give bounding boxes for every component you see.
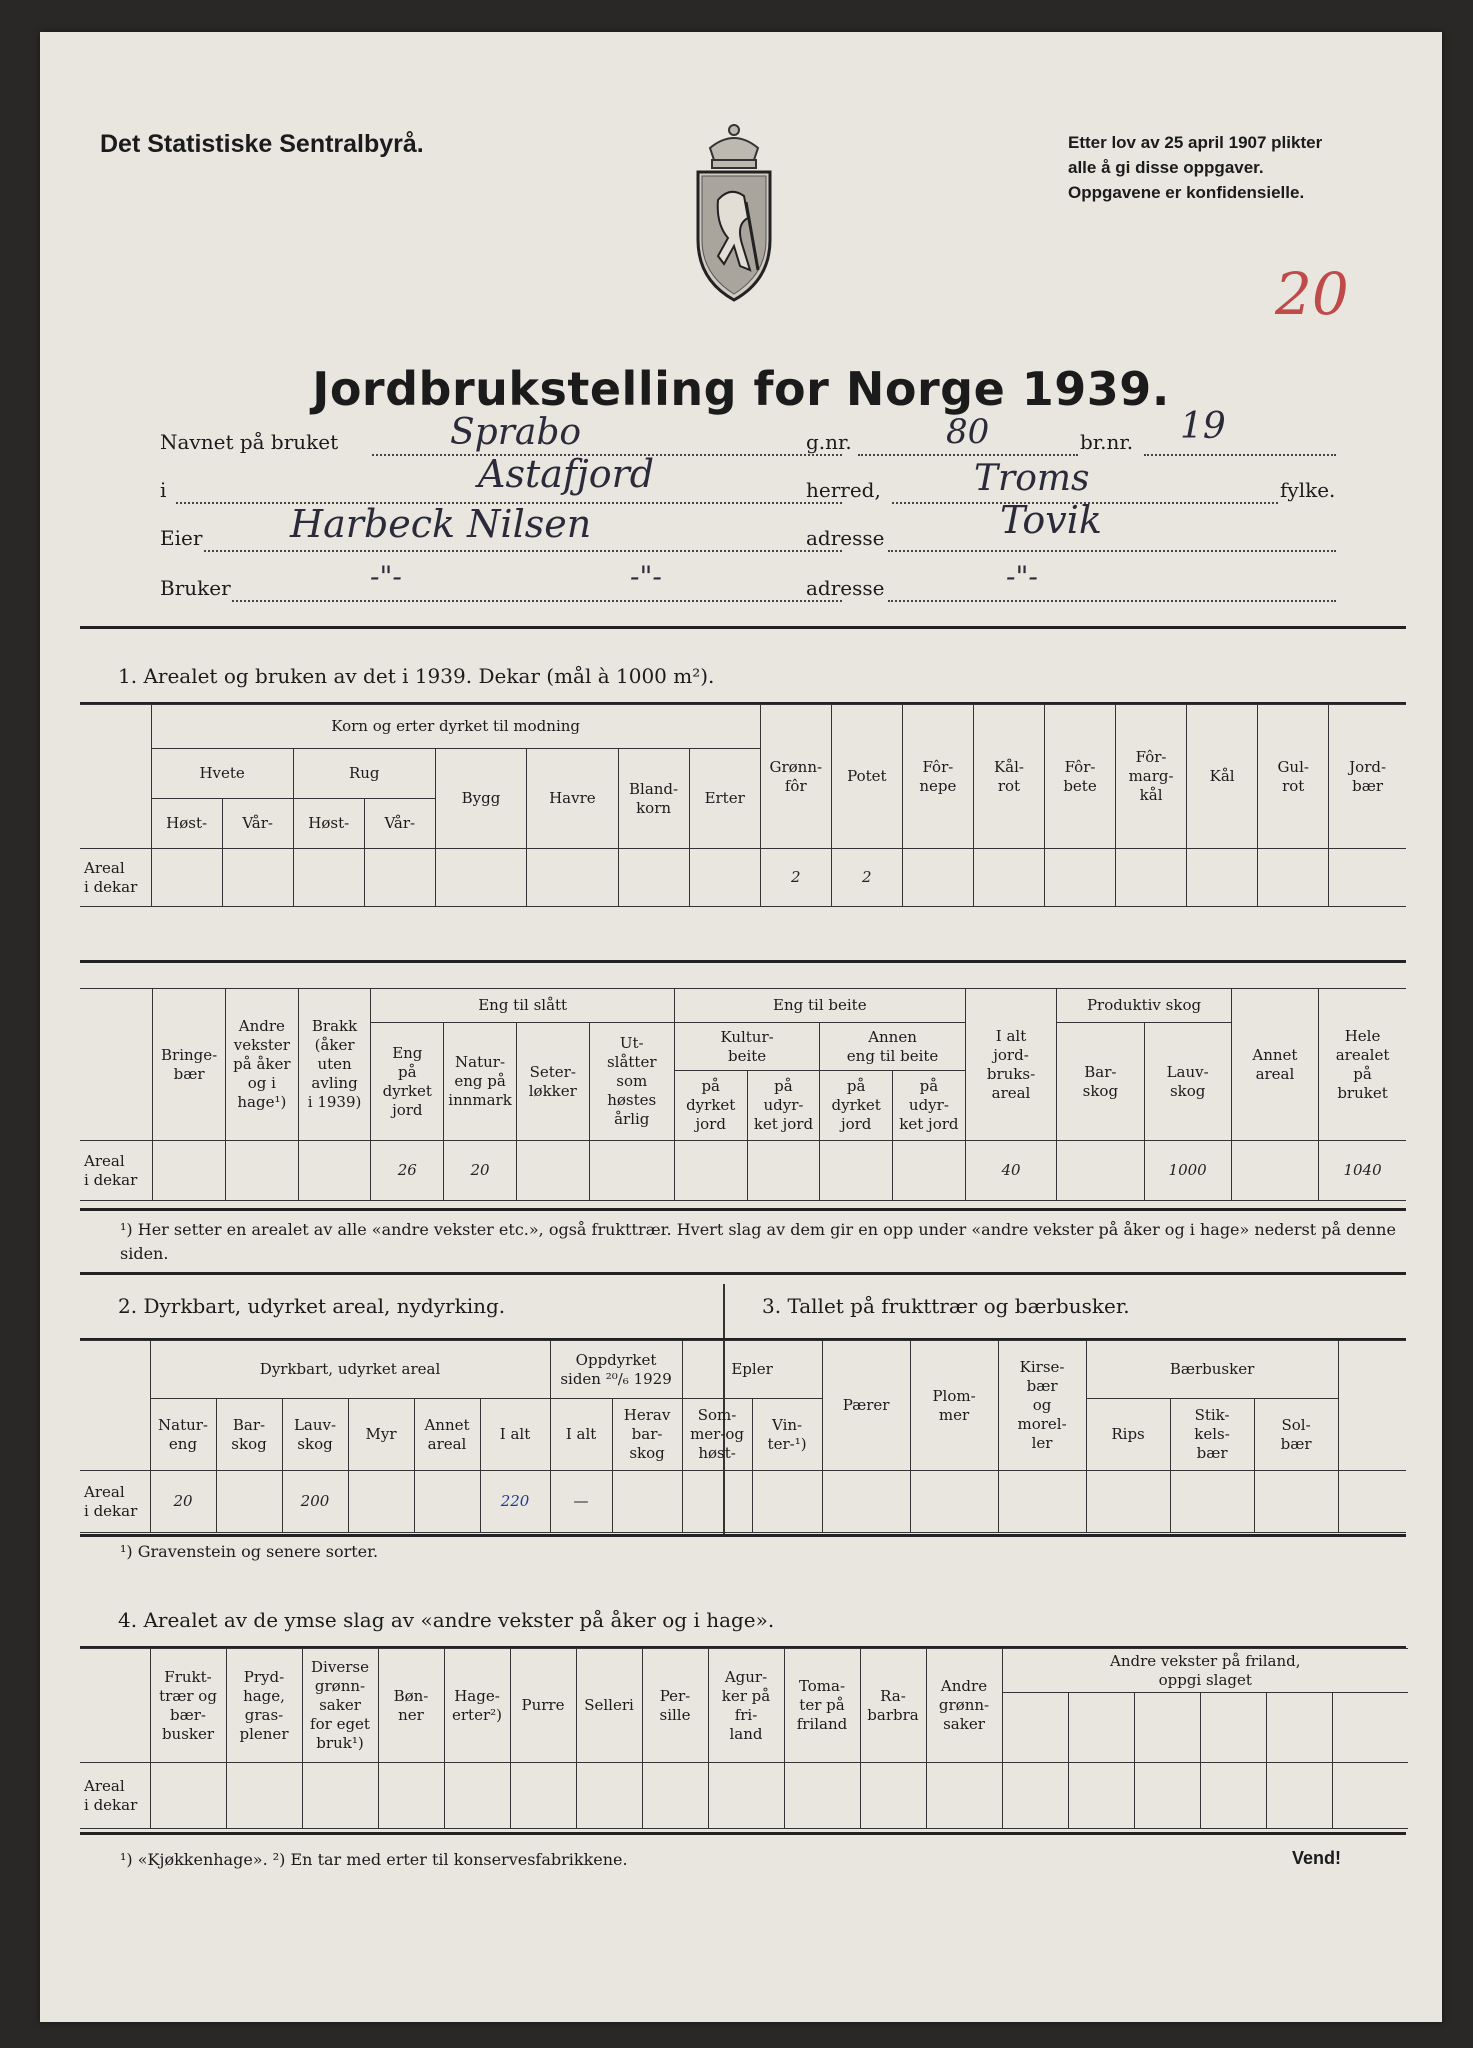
col-andre-vekster: Andre vekster på åker og i hage¹) (225, 989, 298, 1141)
col-barskog: Bar- skog (216, 1399, 282, 1471)
value-i-alt: 220 (480, 1471, 550, 1533)
col-annet-areal: Annet areal (1231, 989, 1318, 1141)
col-jordbaer: Jord- bær (1329, 705, 1406, 849)
row-label: Areal i dekar (80, 1471, 150, 1533)
fylke-value: Troms (974, 458, 1090, 499)
col-kalrot: Kål- rot (973, 705, 1044, 849)
eng-til-beite-header: Eng til beite (674, 989, 965, 1023)
bureau-name: Det Statistiske Sentralbyrå. (100, 130, 424, 158)
col-i-alt: I alt (480, 1399, 550, 1471)
epler-header: Epler (682, 1341, 822, 1399)
col-lauvskog: Lauv- skog (1144, 1023, 1231, 1141)
value-hele: 1040 (1319, 1141, 1406, 1201)
value-gronnfor: 2 (760, 849, 831, 907)
eier-label: Eier (160, 526, 203, 550)
value-i-alt: 40 (965, 1141, 1056, 1201)
section-3-heading: 3. Tallet på frukttrær og bærbusker. (762, 1294, 1130, 1318)
row-label: Areal i dekar (80, 849, 151, 907)
footnote-1: ¹) Her setter en arealet av alle «andre vekster etc.», også frukttrær. Hvert slag av dem gir en opp under «andre vekster på åker og i hage» nederst på denne siden. (120, 1220, 1396, 1263)
herred-value: Astafjord (478, 452, 655, 496)
col-forbete: Fôr- bete (1044, 705, 1115, 849)
norway-coat-of-arms-icon (688, 120, 780, 304)
i-label: i (160, 478, 167, 502)
notice-line-2: alle å gi disse oppgaver. (1068, 158, 1264, 177)
value-lauvskog: 200 (282, 1471, 348, 1533)
value-potet: 2 (831, 849, 902, 907)
fylke-label: fylke. (1280, 478, 1336, 502)
section-4-table (80, 1648, 1408, 1829)
col-sommer-host: Som- mer-og høst- (682, 1399, 752, 1471)
col-annet-areal: Annet areal (414, 1399, 480, 1471)
bruker-label: Bruker (160, 576, 231, 600)
col-diverse-gronnsaker: Diverse grønn- saker for eget bruk¹) (302, 1649, 378, 1763)
col-rips: Rips (1086, 1399, 1170, 1471)
col-tomater: Toma- ter på friland (784, 1649, 860, 1763)
col-utslatter: Ut- slåtter som høstes årlig (589, 1023, 674, 1141)
col-naturneng: Natur- eng (150, 1399, 216, 1471)
eng-til-slatt-header: Eng til slått (371, 989, 674, 1023)
row-label: Areal i dekar (80, 1141, 153, 1201)
section-2-heading: 2. Dyrkbart, udyrket areal, nydyrking. (118, 1294, 506, 1318)
col-andre-gronnsaker: Andre grønn- saker (926, 1649, 1002, 1763)
col-havre: Havre (527, 749, 618, 849)
value-naturneng: 20 (444, 1141, 517, 1201)
col-annen-udyrket: på udyr- ket jord (893, 1071, 966, 1141)
col-hele-arealet: Hele arealet på bruket (1319, 989, 1406, 1141)
col-fornepe: Fôr- nepe (902, 705, 973, 849)
section-1-table-crops (80, 704, 1406, 907)
col-hvete-var: Vår- (222, 799, 293, 849)
col-rabarbra: Ra- barbra (860, 1649, 926, 1763)
col-seterlokker: Seter- løkker (516, 1023, 589, 1141)
col-solbaer: Sol- bær (1254, 1399, 1338, 1471)
bruker-adresse-label: adresse (806, 576, 885, 600)
col-kultur-dyrket: på dyrket jord (674, 1071, 747, 1141)
col-brakk: Brakk (åker uten avling i 1939) (298, 989, 371, 1141)
col-bringebaer: Bringe- bær (153, 989, 226, 1141)
col-gulrot: Gul- rot (1258, 705, 1329, 849)
page-number: 20 (1275, 260, 1349, 328)
notice-line-1: Etter lov av 25 april 1907 plikter (1068, 133, 1323, 152)
col-kal: Kål (1187, 705, 1258, 849)
value-lauvskog: 1000 (1144, 1141, 1231, 1201)
gnr-label: g.nr. (806, 430, 852, 454)
legal-notice (1068, 130, 1322, 205)
col-rug-host: Høst- (293, 799, 364, 849)
col-plommer: Plom- mer (910, 1341, 998, 1471)
col-gronnfor: Grønn- fôr (760, 705, 831, 849)
col-kirsebaer: Kirse- bær og morel- ler (998, 1341, 1086, 1471)
andre-vekster-friland-header: Andre vekster på friland, oppgi slaget (1002, 1649, 1408, 1693)
bruker-adresse-value: -"- (1006, 560, 1038, 593)
col-hvete: Hvete (151, 749, 293, 799)
turn-over-note: Vend! (1292, 1848, 1342, 1868)
col-kultur-udyrket: på udyr- ket jord (747, 1071, 820, 1141)
col-selleri: Selleri (576, 1649, 642, 1763)
col-bygg: Bygg (435, 749, 526, 849)
kulturbeite-header: Kultur- beite (674, 1023, 819, 1071)
col-bonner: Bøn- ner (378, 1649, 444, 1763)
footnote-2: ¹) Gravenstein og senere sorter. (120, 1542, 379, 1561)
annen-eng-header: Annen eng til beite (820, 1023, 965, 1071)
col-lauvskog: Lauv- skog (282, 1399, 348, 1471)
section-1-table-land (80, 988, 1406, 1201)
col-hvete-host: Høst- (151, 799, 222, 849)
col-herav-barskog: Herav bar- skog (612, 1399, 682, 1471)
col-persille: Per- sille (642, 1649, 708, 1763)
brnr-value: 19 (1180, 406, 1226, 447)
farm-name-value: Sprabo (450, 412, 582, 453)
form-sheet (40, 32, 1442, 2022)
herred-label: herred, (806, 478, 881, 502)
col-rug: Rug (293, 749, 435, 799)
col-agurker: Agur- ker på fri- land (708, 1649, 784, 1763)
col-rug-var: Vår- (364, 799, 435, 849)
section-2-3-table (80, 1340, 1406, 1533)
dyrkbart-header: Dyrkbart, udyrket areal (150, 1341, 550, 1399)
korn-header: Korn og erter dyrket til modning (151, 705, 760, 749)
value-oppdyrket-i-alt: — (550, 1471, 612, 1533)
produktiv-skog-header: Produktiv skog (1057, 989, 1232, 1023)
col-annen-dyrket: på dyrket jord (820, 1071, 893, 1141)
eier-adresse-value: Tovik (1000, 498, 1102, 542)
bruker-value-2: -"- (630, 560, 662, 593)
notice-line-3: Oppgavene er konfidensielle. (1068, 183, 1305, 202)
section-1-heading: 1. Arealet og bruken av det i 1939. Dekar (mål à 1000 m²). (118, 664, 715, 688)
col-paerer: Pærer (822, 1341, 910, 1471)
col-frukttraer: Frukt- trær og bær- busker (150, 1649, 226, 1763)
col-blandkorn: Bland- korn (618, 749, 689, 849)
col-naturneng: Natur- eng på innmark (444, 1023, 517, 1141)
eier-adresse-label: adresse (806, 526, 885, 550)
gnr-value: 80 (946, 412, 990, 452)
col-hageerter: Hage- erter²) (444, 1649, 510, 1763)
row-label: Areal i dekar (80, 1763, 150, 1829)
baerbusker-header: Bærbusker (1086, 1341, 1338, 1399)
col-stikkelsbaer: Stik- kels- bær (1170, 1399, 1254, 1471)
oppdyrket-header: Oppdyrket siden ²⁰/₆ 1929 (550, 1341, 682, 1399)
brnr-label: br.nr. (1080, 430, 1134, 454)
footnote-3: ¹) «Kjøkkenhage». ²) En tar med erter til konservesfabrikkene. (120, 1850, 628, 1869)
navnet-label: Navnet på bruket (160, 430, 339, 454)
col-i-alt-jordbruksareal: I alt jord- bruks- areal (965, 989, 1056, 1141)
section-4-heading: 4. Arealet av de ymse slag av «andre vekster på åker og i hage». (118, 1608, 775, 1632)
col-erter: Erter (689, 749, 760, 849)
value-eng-dyrket: 26 (371, 1141, 444, 1201)
col-prydhage: Pryd- hage, gras- plener (226, 1649, 302, 1763)
col-potet: Potet (831, 705, 902, 849)
col-purre: Purre (510, 1649, 576, 1763)
col-oppdyrket-i-alt: I alt (550, 1399, 612, 1471)
value-naturneng: 20 (150, 1471, 216, 1533)
col-vinter: Vin- ter-¹) (752, 1399, 822, 1471)
bruker-value: -"- (370, 560, 402, 593)
col-barskog: Bar- skog (1057, 1023, 1144, 1141)
col-myr: Myr (348, 1399, 414, 1471)
form-title: Jordbrukstelling for Norge 1939. (312, 362, 1170, 416)
col-formargkal: Fôr- marg- kål (1116, 705, 1187, 849)
col-eng-dyrket: Eng på dyrket jord (371, 1023, 444, 1141)
eier-value: Harbeck Nilsen (290, 502, 592, 546)
